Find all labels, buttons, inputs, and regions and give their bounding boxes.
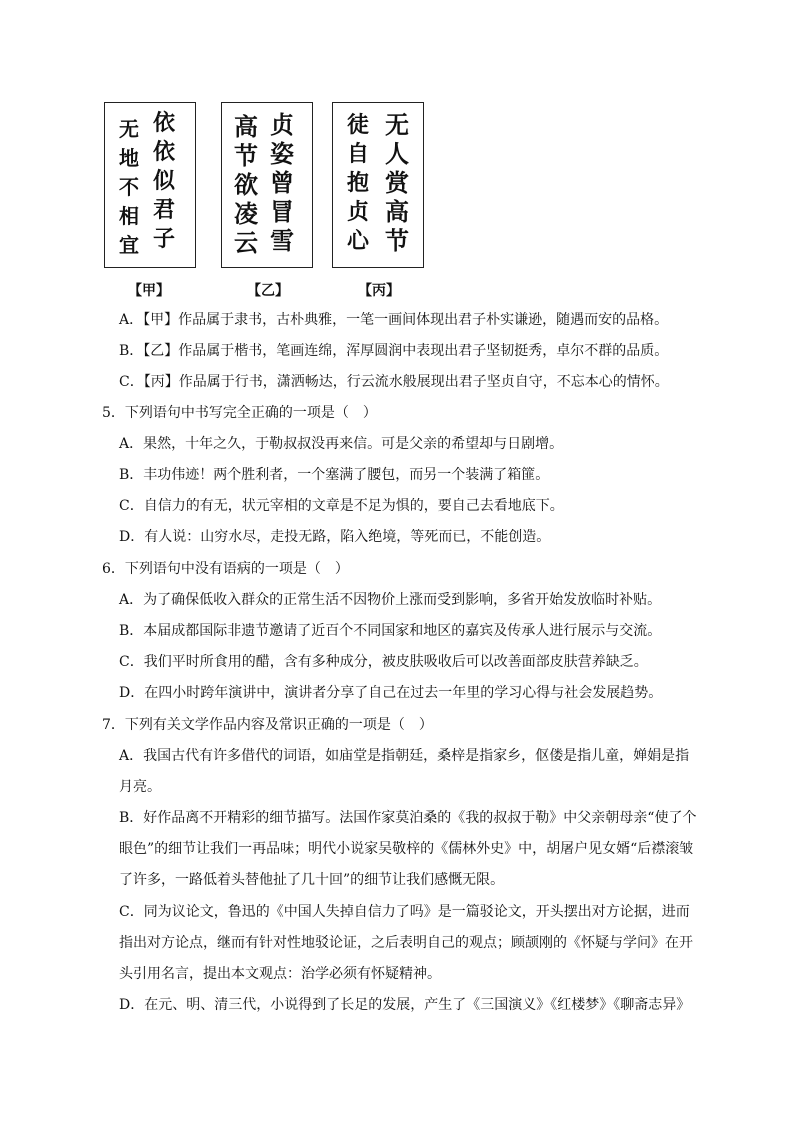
calligraphy-char: 无 xyxy=(385,111,409,139)
q7-option-d-line1: D．在元、明、清三代，小说得到了长足的发展，产生了《三国演义》《红楼梦》《聊斋志异》 xyxy=(119,997,691,1013)
q6-option-c: C．我们平时所食用的醋，含有多种成分，被皮肤吸收后可以改善面部皮肤营养缺乏。 xyxy=(119,654,648,670)
calligraphy-panel-yi xyxy=(221,102,313,268)
q5-option-a: A．果然，十年之久，于勒叔叔没再来信。可是父亲的希望却与日剧增。 xyxy=(119,436,564,452)
calligraphy-char: 地 xyxy=(119,146,139,170)
panel-label-yi: 【乙】 xyxy=(247,283,289,299)
calligraphy-char: 相 xyxy=(119,204,139,228)
q5-option-d: D．有人说：山穷水尽，走投无路，陷入绝境，等死而已，不能创造。 xyxy=(119,529,551,545)
calligraphy-char: 自 xyxy=(347,142,370,167)
calligraphy-char: 冒 xyxy=(270,198,294,226)
calligraphy-column-left xyxy=(234,115,258,255)
calligraphy-char: 贞 xyxy=(270,111,294,139)
panel-label-bing: 【丙】 xyxy=(358,283,400,299)
calligraphy-char: 君 xyxy=(153,198,176,223)
q6-option-d: D．在四小时跨年演讲中，演讲者分享了自己在过去一年里的学习心得与社会发展趋势。 xyxy=(119,685,663,701)
q7-option-c-line2: 指出对方论点，继而有针对性地驳论证，之后表明自己的观点；顾颉刚的《怀疑与学问》在开 xyxy=(119,935,693,951)
q7-option-a-line1: A．我国古代有许多借代的词语，如庙堂是指朝廷，桑梓是指家乡，伛偻是指儿童，婵娟是指 xyxy=(119,748,690,764)
calligraphy-char: 无 xyxy=(119,117,139,141)
calligraphy-column-right xyxy=(385,113,409,253)
q4-option-c: C．【丙】作品属于行书，潇洒畅达，行云流水般展现出君子坚贞自守，不忘本心的情怀。 xyxy=(119,374,669,390)
q7-option-b-line1: B．好作品离不开精彩的细节描写。法国作家莫泊桑的《我的叔叔于勒》中父亲朝母亲“使了个 xyxy=(119,810,697,826)
calligraphy-char: 人 xyxy=(385,140,409,168)
calligraphy-char: 雪 xyxy=(270,227,294,255)
calligraphy-char: 高 xyxy=(385,198,409,226)
calligraphy-column-left xyxy=(347,115,369,253)
calligraphy-char: 节 xyxy=(234,142,258,170)
calligraphy-char: 依 xyxy=(153,140,176,165)
calligraphy-char: 凌 xyxy=(234,200,258,228)
q7-option-b-line2: 眼色”的细节让我们一再品味；明代小说家吴敬梓的《儒林外史》中，胡屠户见女婿“后襟滚皱 xyxy=(119,841,694,857)
calligraphy-char: 似 xyxy=(153,169,176,194)
calligraphy-char: 抱 xyxy=(347,171,370,196)
q6-stem: 6．下列语句中没有语病的一项是（ ） xyxy=(102,561,349,577)
calligraphy-char: 心 xyxy=(347,229,370,254)
calligraphy-char: 姿 xyxy=(270,140,294,168)
q5-option-b: B．丰功伟迹！两个胜利者，一个塞满了腰包，而另一个装满了箱篚。 xyxy=(119,467,550,483)
calligraphy-char: 宜 xyxy=(119,233,139,257)
calligraphy-char: 高 xyxy=(234,113,258,141)
calligraphy-char: 子 xyxy=(153,227,176,252)
calligraphy-char: 节 xyxy=(385,227,409,255)
q4-option-a: A．【甲】作品属于隶书，古朴典雅，一笔一画间体现出君子朴实谦逊，随遇而安的品格。 xyxy=(119,312,669,328)
q7-stem: 7．下列有关文学作品内容及常识正确的一项是（ ） xyxy=(102,717,433,733)
q7-option-c-line1: C．同为议论文，鲁迅的《中国人失掉自信力了吗》是一篇驳论文，开头摆出对方论据，进而 xyxy=(119,904,690,920)
calligraphy-panel-jia xyxy=(104,102,196,268)
q6-option-a: A．为了确保低收入群众的正常生活不因物价上涨而受到影响，多省开始发放临时补贴。 xyxy=(119,592,662,608)
q7-option-b-line3: 了许多，一路低着头替他扯了几十回”的细节让我们感慨无限。 xyxy=(119,872,505,888)
calligraphy-char: 徒 xyxy=(347,113,370,138)
calligraphy-panel-bing xyxy=(332,102,424,268)
calligraphy-char: 欲 xyxy=(234,171,258,199)
calligraphy-char: 曾 xyxy=(270,169,294,197)
q7-option-a-line2: 月亮。 xyxy=(119,779,161,795)
calligraphy-column-left xyxy=(119,119,139,255)
calligraphy-char: 依 xyxy=(153,111,176,136)
q5-stem: 5．下列语句中书写完全正确的一项是（ ） xyxy=(102,405,377,421)
calligraphy-char: 贞 xyxy=(347,200,370,225)
calligraphy-char: 不 xyxy=(119,175,139,199)
q5-option-c: C．自信力的有无，状元宰相的文章是不足为惧的，要自己去看地底下。 xyxy=(119,498,564,514)
calligraphy-column-right xyxy=(153,113,175,251)
calligraphy-char: 云 xyxy=(234,229,258,257)
q6-option-b: B．本届成都国际非遗节邀请了近百个不同国家和地区的嘉宾及传承人进行展示与交流。 xyxy=(119,623,662,639)
q4-option-b: B．【乙】作品属于楷书，笔画连绵，浑厚圆润中表现出君子坚韧挺秀，卓尔不群的品质。 xyxy=(119,343,669,359)
q7-option-c-line3: 头引用名言，提出本文观点：治学必须有怀疑精神。 xyxy=(119,966,441,982)
panel-label-jia: 【甲】 xyxy=(128,283,170,299)
calligraphy-column-right xyxy=(270,113,294,253)
calligraphy-char: 赏 xyxy=(385,169,409,197)
